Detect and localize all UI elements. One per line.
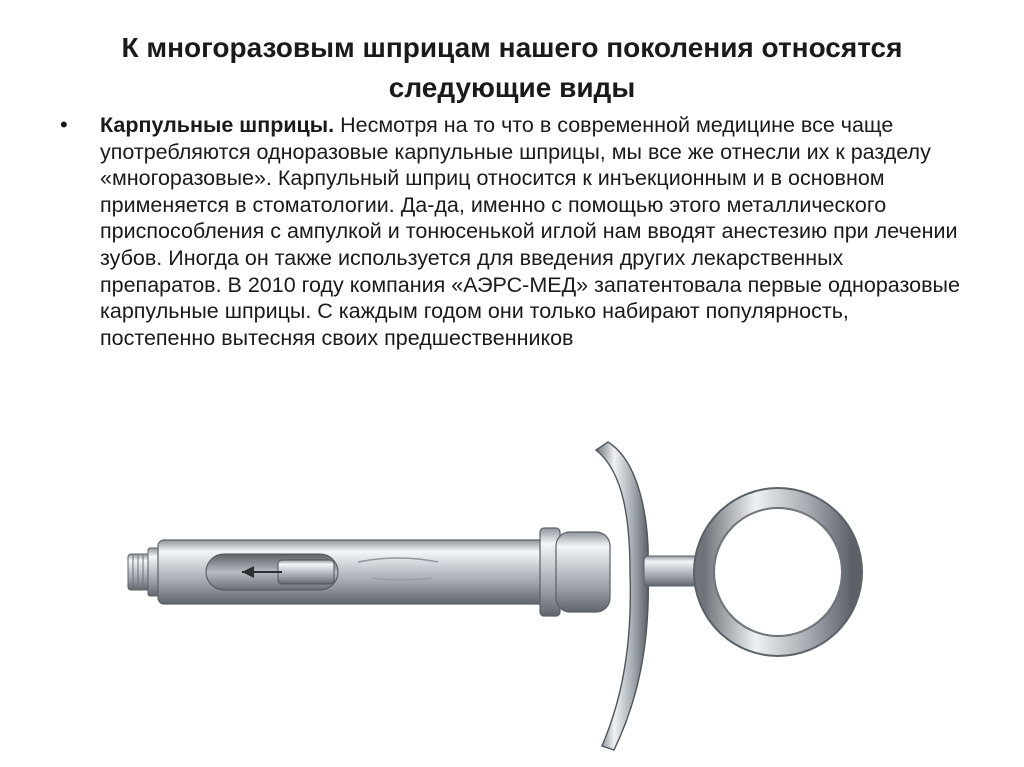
syringe-thumb-ring xyxy=(704,498,852,646)
syringe-barrel xyxy=(158,540,548,604)
syringe-collar xyxy=(540,528,610,616)
bullet-item xyxy=(60,112,970,351)
slide-title-line-1: К многоразовым шприцам нашего поколения относятся xyxy=(121,32,903,63)
slide-title-line-2: следующие виды xyxy=(388,72,636,103)
bullet-marker: • xyxy=(60,112,68,137)
slide-title xyxy=(60,28,964,108)
bullet-paragraph xyxy=(100,112,970,351)
carpule-syringe-image xyxy=(110,432,870,762)
bullet-body: Несмотря на то что в современной медицине все чаще употребляются одноразовые карпульные шприцы, мы все же отнесли их к разделу «многоразовые». Карпульный шприц относится к инъекционным и в основном применяется в стоматологии. Да-да, именно с помощью этого металлического приспособления с ампулкой и тонюсенькой иглой нам вводят анестезию при лечении зубов. Иногда он также используется для введения других лекарственных препаратов. В 2010 году компания «АЭРС-МЕД» запатентовала первые одноразовые карпульные шприцы. С каждым годом они только набирают популярность, постепенно вытесняя своих предшественников xyxy=(100,113,960,350)
bullet-heading: Карпульные шприцы. xyxy=(100,113,335,137)
syringe-tip xyxy=(128,548,160,596)
